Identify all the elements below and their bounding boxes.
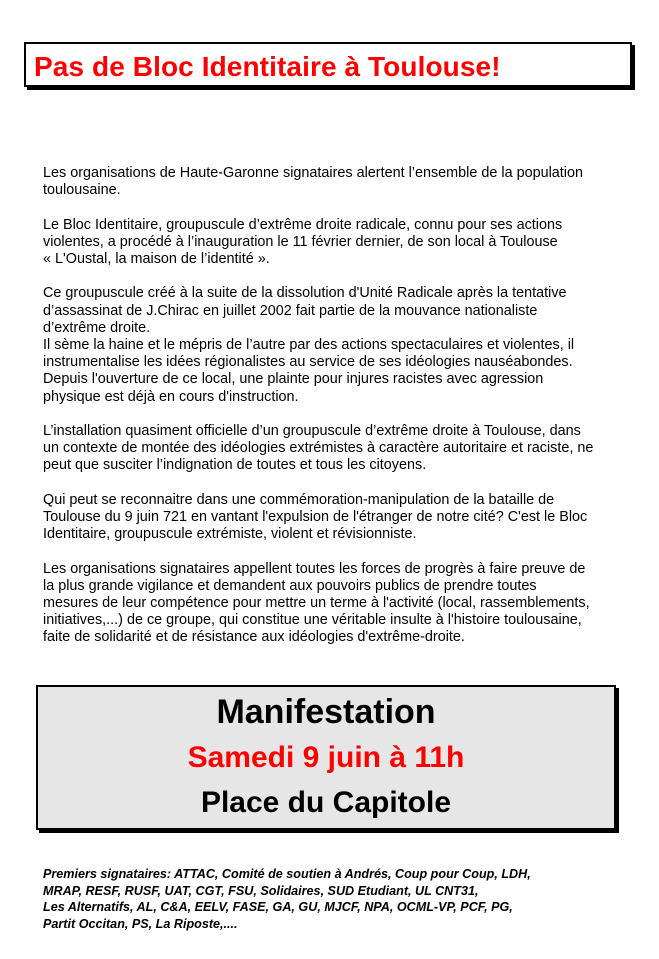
paragraph-line: Depuis l'ouverture de ce local, une plainte pour injures racistes avec agression — [43, 371, 544, 388]
event-title: Manifestation — [216, 693, 436, 731]
title-box — [24, 42, 632, 87]
paragraph — [43, 285, 633, 337]
signatories-line: MRAP, RESF, RUSF, UAT, CGT, FSU, Solidaires, SUD Etudiant, UL CNT31, — [43, 883, 479, 898]
paragraph — [43, 337, 633, 406]
paragraph-line: instrumentalise les idées régionalistes au service de ses idéologies nauséabondes. — [43, 354, 573, 371]
page-title: Pas de Bloc Identitaire à Toulouse! — [34, 51, 501, 82]
paragraph-line: toulousaine. — [43, 182, 121, 199]
paragraph-line: Qui peut se reconnaitre dans une commémoration-manipulation de la bataille de — [43, 491, 555, 508]
paragraph — [43, 423, 633, 475]
paragraph-line: physique est déjà en cours d'instruction. — [43, 388, 299, 405]
paragraph-line: Ce groupuscule créé à la suite de la dissolution d'Unité Radicale après la tentative — [43, 285, 567, 302]
paragraph — [43, 492, 633, 544]
paragraph-line: peut que susciter l’indignation de toutes et tous les citoyens. — [43, 457, 427, 474]
paragraph-line: Les organisations signataires appellent toutes les forces de progrès à faire preuve de — [43, 560, 586, 577]
paragraph-line: un contexte de montée des idéologies extrémistes à caractère autoritaire et raciste, ne — [43, 440, 594, 457]
paragraph-line: d’extrême droite. — [43, 319, 151, 336]
paragraph — [43, 217, 633, 269]
body-text — [43, 165, 633, 664]
paragraph-line: violentes, a procédé à l’inauguration le 11 février dernier, de son local à Toulouse — [43, 233, 558, 250]
paragraph-line: Les organisations de Haute-Garonne signataires alertent l’ensemble de la population — [43, 165, 583, 181]
paragraph-line: mesures de leur compétence pour mettre un terme à l'activité (local, rassemblements, — [43, 595, 590, 611]
paragraph-line: faite de solidarité et de résistance aux idéologies d'extrême-droite. — [43, 629, 465, 646]
paragraph-line: Il sème la haine et le mépris de l’autre par des actions spectaculaires et violentes, il — [43, 337, 575, 353]
paragraph-line: initiatives,...) de ce groupe, qui constitue une véritable insulte à l'histoire toulousaine, — [43, 612, 582, 629]
paragraph-line: L’installation quasiment officielle d’un groupuscule d’extrême droite à Toulouse, dans — [43, 423, 581, 439]
paragraph-line: d’assassinat de J.Chirac en juillet 2002 fait partie de la mouvance nationaliste — [43, 302, 538, 319]
paragraph-line: la plus grande vigilance et demandent aux pouvoirs publics de prendre toutes — [43, 577, 537, 594]
paragraph-line: Identitaire, groupuscule extrémiste, violent et révisionniste. — [43, 526, 417, 543]
paragraph-line: Toulouse du 9 juin 721 en vantant l'expulsion de l'étranger de notre cité? C'est le Bloc — [43, 509, 588, 525]
event-place: Place du Capitole — [200, 786, 452, 819]
signatories-line: Les Alternatifs, AL, C&A, EELV, FASE, GA, GU, MJCF, NPA, OCML-VP, PCF, PG, — [43, 900, 513, 914]
event-box — [36, 685, 616, 830]
paragraph-line: « L'Oustal, la maison de l’identité ». — [43, 251, 270, 267]
signatories-line: Partit Occitan, PS, La Riposte,.... — [43, 916, 238, 931]
paragraph — [43, 561, 633, 647]
paragraph-line: Le Bloc Identitaire, groupuscule d’extrême droite radicale, connu pour ses actions — [43, 216, 563, 233]
event-date: Samedi 9 juin à 11h — [187, 741, 465, 774]
paragraph — [43, 165, 633, 199]
signatories-line: Premiers signataires: ATTAC, Comité de soutien à Andrés, Coup pour Coup, LDH, — [43, 867, 531, 881]
signatories — [43, 866, 633, 932]
